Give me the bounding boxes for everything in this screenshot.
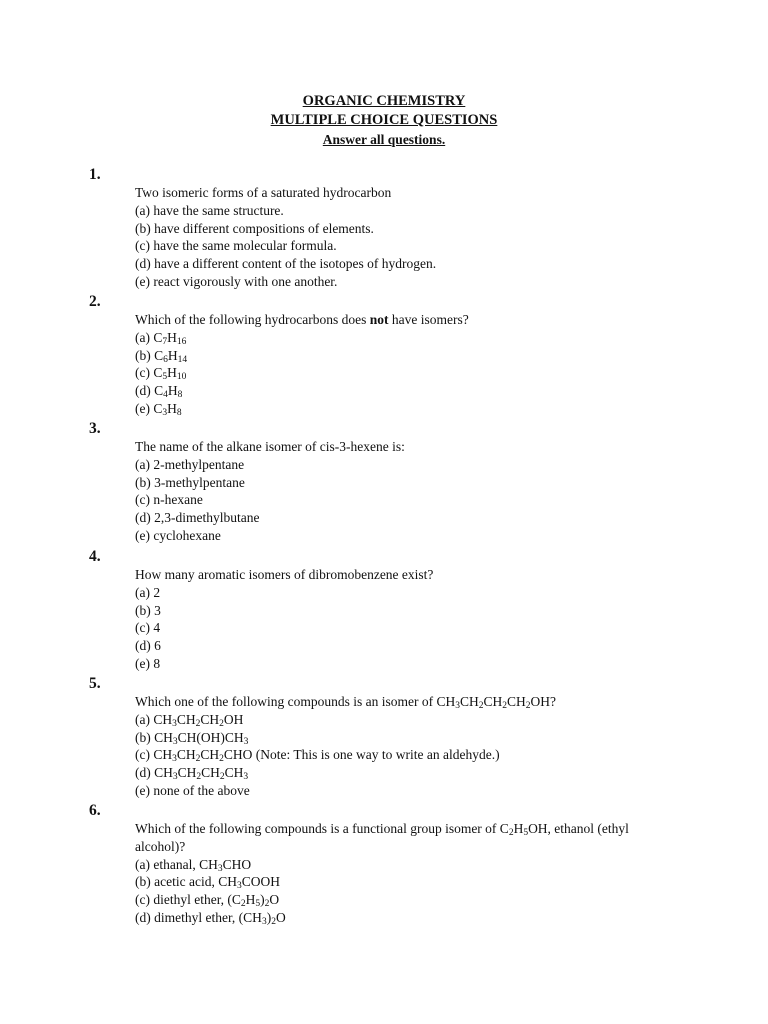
question-number: 6. (89, 802, 101, 819)
page-subtitle: MULTIPLE CHOICE QUESTIONS (270, 112, 498, 128)
instructions: Answer all questions. (322, 132, 446, 147)
stem-emphasis: not (369, 312, 389, 327)
answer-option: (c) $C_5H_{10}$ (135, 365, 187, 383)
answer-option: (b) 3-methylpentane (135, 474, 245, 490)
answer-option: (c) $CH_3CH_2CH_2CHO$ (Note: This is one way to write an aldehyde.) (135, 747, 500, 765)
stem-text: have isomers? (388, 312, 469, 327)
question-number: 4. (89, 548, 101, 565)
question-1 (89, 166, 689, 291)
answer-option: (b) $C_6H_{14}$ (135, 347, 188, 365)
answer-option: (c) n-hexane (135, 492, 203, 508)
question-stem: Which one of the following compounds is an isomer of $CH_3CH_2CH_2CH_2OH$? (135, 694, 556, 711)
answer-option: (a) 2 (135, 584, 161, 600)
question-stem (135, 311, 689, 329)
exam-header (0, 92, 768, 149)
question-number: 2. (89, 293, 101, 310)
question-stem: How many aromatic isomers of dibromobenzene exist? (135, 567, 434, 582)
answer-option: (b) have different compositions of elements. (135, 220, 374, 236)
question-3 (89, 420, 689, 545)
answer-option: (d) dimethyl ether, $(CH_3)_2O$ (135, 909, 286, 927)
answer-option: (e) react vigorously with one another. (135, 273, 338, 289)
answer-option: (a) $C_7H_{16}$ (135, 329, 187, 347)
answer-option: (d) $C_4H_8$ (135, 383, 183, 401)
answer-option: (d) have a different content of the isotopes of hydrogen. (135, 256, 437, 272)
answer-option: (b) $CH_3CH(OH)CH_3$ (135, 729, 249, 747)
question-6 (89, 802, 689, 927)
question-number: 3. (89, 420, 101, 437)
question-5 (89, 675, 689, 800)
answer-option: (a) ethanal, $CH_3CHO$ (135, 856, 252, 874)
answer-option: (c) 4 (135, 620, 161, 636)
answer-option: (e) 8 (135, 655, 161, 671)
answer-option: (d) $CH_3CH_2CH_2CH_3$ (135, 765, 249, 783)
question-4 (89, 548, 689, 673)
answer-option: (b) 3 (135, 602, 161, 618)
question-2 (89, 293, 689, 418)
answer-option: (a) $CH_3CH_2CH_2OH$ (135, 711, 244, 729)
question-stem: The name of the alkane isomer of cis-3-hexene is: (135, 439, 405, 454)
question-number: 1. (89, 166, 101, 183)
answer-option: (b) acetic acid, $CH_3COOH$ (135, 874, 280, 892)
question-number: 5. (89, 675, 101, 692)
question-stem: Which of the following compounds is a functional group isomer of $C_2H_5OH$, ethanol (ethyl alcohol)? (135, 821, 629, 854)
answer-option: (c) diethyl ether, $(C_2H_5)_2O$ (135, 892, 280, 910)
answer-option: (a) 2-methylpentane (135, 456, 245, 472)
answer-option: (e) $C_3H_8$ (135, 400, 182, 418)
stem-text: Which of the following hydrocarbons does (135, 312, 370, 327)
answer-option: (d) 6 (135, 638, 161, 654)
page-title: ORGANIC CHEMISTRY (302, 93, 466, 109)
answer-option: (e) none of the above (135, 782, 250, 798)
answer-option: (e) cyclohexane (135, 527, 221, 543)
answer-option: (a) have the same structure. (135, 202, 284, 218)
answer-option: (c) have the same molecular formula. (135, 238, 337, 254)
answer-option: (d) 2,3-dimethylbutane (135, 510, 260, 526)
question-stem: Two isomeric forms of a saturated hydrocarbon (135, 185, 392, 200)
